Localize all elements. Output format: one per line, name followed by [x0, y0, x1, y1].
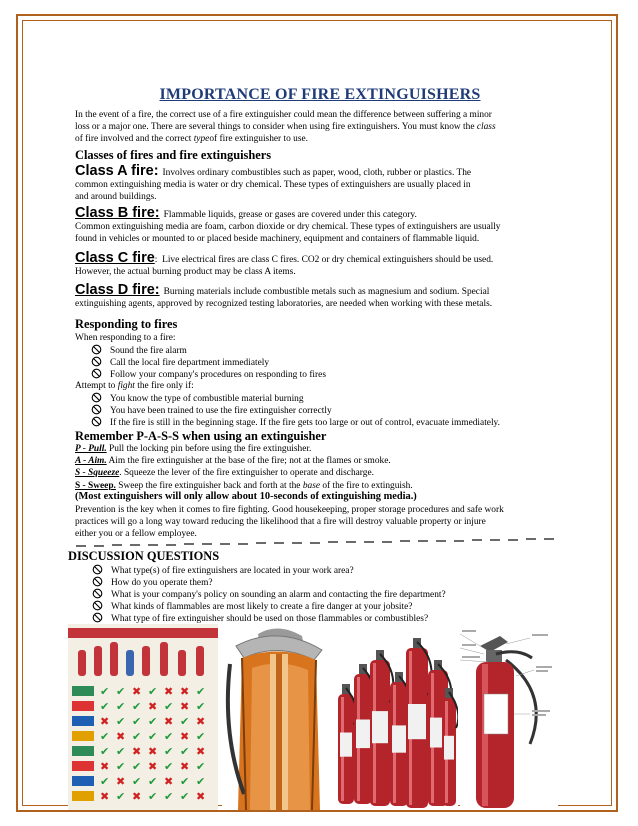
cross-icon: ✖ [148, 760, 158, 773]
check-icon: ✔ [148, 730, 158, 743]
class-c-heading: Class C fire [75, 250, 155, 266]
check-icon: ✔ [164, 760, 174, 773]
cross-icon: ✖ [180, 700, 190, 713]
extinguisher-cutaway-image [222, 624, 334, 810]
responding-step-item: Call the local fire department immediately [91, 356, 269, 368]
divider-dash [544, 538, 554, 540]
small-extinguisher-icon [110, 642, 118, 676]
cross-icon: ✖ [164, 715, 174, 728]
red-extinguisher-icon [338, 684, 357, 804]
class-a-section [75, 165, 565, 204]
check-icon: ✔ [132, 760, 142, 773]
pass-note: (Most extinguishers will only allow about 10-seconds of extinguishing media.) [75, 491, 417, 502]
cross-icon: ✖ [100, 715, 110, 728]
pass-pull: P - Pull. Pull the locking pin before using the fire extinguisher. [75, 444, 312, 454]
small-extinguisher-icon [196, 646, 204, 676]
check-icon: ✔ [164, 730, 174, 743]
divider-dash [166, 544, 176, 546]
prohibited-icon [92, 600, 103, 611]
check-icon: ✔ [180, 745, 190, 758]
divider-dash [310, 542, 320, 544]
discussion-question-item: What kinds of flammables are most likely to create a fire danger at your jobsite? [92, 600, 412, 612]
prevention-paragraph: Prevention is the key when it comes to fire fighting. Good housekeeping, proper storage procedures and safe work practices will go a long way toward reducing the likelihood that a fire will destroy valuable property or injure either you or a fellow employee. [75, 505, 504, 540]
prohibited-icon [92, 588, 103, 599]
discussion-question-item: What type of fire extinguisher should be used on those flammables or combustibles? [92, 612, 428, 624]
class-b-desc: Flammable liquids, grease or gases are covered under this category. [163, 210, 417, 220]
condition-item: You know the type of combustible material burning [91, 392, 304, 404]
check-icon: ✔ [164, 700, 174, 713]
discussion-heading: DISCUSSION QUESTIONS [68, 549, 220, 563]
cross-icon: ✖ [196, 790, 206, 803]
discussion-question-item: What type(s) of fire extinguishers are located in your work area? [92, 564, 354, 576]
responding-intro: When responding to a fire: [75, 333, 176, 343]
check-icon: ✔ [196, 775, 206, 788]
cross-icon: ✖ [148, 745, 158, 758]
intro-line-2: loss or a major one. There are several things to consider when using fire extinguishers. You must know the class [75, 122, 496, 133]
pass-aim: A - Aim. Aim the fire extinguisher at the base of the fire; not at the flames or smoke. [75, 456, 391, 467]
class-d-desc: Burning materials include combustible metals such as magnesium and sodium. Special [163, 287, 490, 297]
cross-icon: ✖ [180, 685, 190, 698]
labeled-extinguisher-diagram-image [460, 624, 558, 810]
class-b-line-2: Common extinguishing media are foam, carbon dioxide or dry chemical. These types of extinguishers are usually [75, 222, 501, 233]
red-extinguisher-icon [442, 688, 458, 806]
small-extinguisher-icon [78, 650, 86, 676]
check-icon: ✔ [164, 745, 174, 758]
check-icon: ✔ [196, 730, 206, 743]
cross-icon: ✖ [100, 760, 110, 773]
red-extinguisher-icon [406, 638, 432, 808]
check-icon: ✔ [100, 700, 110, 713]
class-c-desc: Live electrical fires are class C fires. CO2 or dry chemical extinguishers should be used. [162, 255, 494, 265]
check-icon: ✔ [100, 745, 110, 758]
class-d-line-2: extinguishing agents, approved by recognized testing laboratories, are needed when working with these metals. [75, 299, 493, 310]
check-icon: ✔ [116, 685, 126, 698]
divider-dash [346, 541, 356, 543]
divider-dash [472, 539, 482, 541]
check-icon: ✔ [148, 715, 158, 728]
prohibited-icon [91, 344, 102, 355]
responding-step-item: Follow your company's procedures on responding to fires [91, 368, 326, 380]
small-extinguisher-icon [178, 650, 186, 676]
check-icon: ✔ [132, 715, 142, 728]
divider-dash [112, 544, 122, 546]
small-extinguisher-icon [94, 646, 102, 676]
cross-icon: ✖ [180, 760, 190, 773]
prohibited-icon [91, 416, 102, 427]
pass-steps [75, 443, 565, 492]
pass-squeeze: S - Squeeze. Squeeze the lever of the fire extinguisher to operate and discharge. [75, 468, 374, 479]
divider-dash [220, 543, 230, 545]
check-icon: ✔ [148, 790, 158, 803]
divider-dash [76, 545, 86, 547]
divider-dash [184, 543, 194, 545]
extinguisher-chart-image [68, 624, 218, 810]
responding-step-item: Sound the fire alarm [91, 344, 187, 356]
cross-icon: ✖ [132, 685, 142, 698]
cross-icon: ✖ [116, 730, 126, 743]
class-b-line-3: found in vehicles or mounted to or placed beside machinery, equipment and containers of flammable liquid. [75, 234, 480, 245]
class-a-heading: Class A fire: [75, 163, 159, 179]
divider-dash [382, 541, 392, 543]
divider-dash [364, 541, 374, 543]
divider-dash [256, 542, 266, 544]
check-icon: ✔ [116, 790, 126, 803]
class-a-line-2: common extinguishing media is water or dry chemical. These types of extinguishers are usually placed in [75, 180, 471, 191]
check-icon: ✔ [116, 745, 126, 758]
classes-heading: Classes of fires and fire extinguishers [75, 148, 272, 162]
prohibited-icon [91, 368, 102, 379]
check-icon: ✔ [132, 775, 142, 788]
check-icon: ✔ [116, 715, 126, 728]
class-c-line-2: However, the actual burning product may be class A items. [75, 267, 296, 278]
intro-line-1: In the event of a fire, the correct use of a fire extinguisher could mean the difference between suffering a minor [75, 110, 492, 120]
cross-icon: ✖ [132, 790, 142, 803]
check-icon: ✔ [196, 700, 206, 713]
divider-dash [400, 540, 410, 542]
cross-icon: ✖ [148, 700, 158, 713]
divider-dash [274, 542, 284, 544]
red-extinguisher-icon [370, 650, 393, 806]
divider-dash [328, 541, 338, 543]
divider-dash [130, 544, 140, 546]
prohibited-icon [91, 404, 102, 415]
condition-item: You have been trained to use the fire extinguisher correctly [91, 404, 332, 416]
check-icon: ✔ [148, 775, 158, 788]
class-c-section: Class C fire: Live electrical fires are class C fires. CO2 or dry chemical extinguishers should be used. However, the actual burning product may be class A items. [75, 252, 565, 278]
divider-dash [490, 539, 500, 541]
discussion-question-item: What is your company's policy on sounding an alarm and contacting the fire department? [92, 588, 446, 600]
class-d-heading: Class D fire: [75, 282, 160, 298]
divider-dash [436, 540, 446, 542]
check-icon: ✔ [180, 775, 190, 788]
class-b-section [75, 207, 565, 246]
cross-icon: ✖ [164, 775, 174, 788]
divider-dash [94, 545, 104, 547]
condition-item: If the fire is still in the beginning stage. If the fire gets too large or out of control, evacuate immediately. [91, 416, 500, 428]
prohibited-icon [91, 392, 102, 403]
check-icon: ✔ [100, 685, 110, 698]
cross-icon: ✖ [100, 790, 110, 803]
intro-paragraph [75, 109, 565, 146]
red-extinguishers-group-image [334, 624, 458, 810]
cross-icon: ✖ [196, 715, 206, 728]
divider-dash [292, 542, 302, 544]
check-icon: ✔ [100, 730, 110, 743]
divider-dash [238, 543, 248, 545]
responding-heading: Responding to fires [75, 317, 178, 331]
discussion-question-item: How do you operate them? [92, 576, 213, 588]
check-icon: ✔ [116, 700, 126, 713]
class-d-section [75, 284, 565, 310]
cross-icon: ✖ [196, 745, 206, 758]
check-icon: ✔ [164, 790, 174, 803]
small-extinguisher-icon [160, 642, 168, 676]
check-icon: ✔ [180, 715, 190, 728]
cross-icon: ✖ [116, 775, 126, 788]
class-a-line-3: and around buildings. [75, 192, 157, 203]
check-icon: ✔ [148, 685, 158, 698]
divider-dash [418, 540, 428, 542]
divider-dash [454, 540, 464, 542]
divider-dash [508, 539, 518, 541]
prohibited-icon [92, 576, 103, 587]
check-icon: ✔ [180, 790, 190, 803]
divider-dash [526, 538, 536, 540]
check-icon: ✔ [132, 730, 142, 743]
check-icon: ✔ [196, 760, 206, 773]
cross-icon: ✖ [180, 730, 190, 743]
prohibited-icon [91, 356, 102, 367]
check-icon: ✔ [100, 775, 110, 788]
pass-sweep: S - Sweep. Sweep the fire extinguisher back and forth at the base of the fire to extinguish. [75, 480, 413, 491]
check-icon: ✔ [196, 685, 206, 698]
prohibited-icon [92, 612, 103, 623]
cross-icon: ✖ [132, 745, 142, 758]
class-b-heading: Class B fire: [75, 205, 160, 221]
check-icon: ✔ [132, 700, 142, 713]
divider-dash [202, 543, 212, 545]
attempt-line: Attempt to fight the fire only if: [75, 381, 194, 391]
small-extinguisher-icon [126, 650, 134, 676]
page-title: IMPORTANCE OF FIRE EXTINGUISHERS [159, 86, 481, 103]
class-a-desc: Involves ordinary combustibles such as paper, wood, cloth, rubber or plastics. The [162, 168, 472, 178]
cross-icon: ✖ [164, 685, 174, 698]
prohibited-icon [92, 564, 103, 575]
check-icon: ✔ [116, 760, 126, 773]
divider-dash [148, 544, 158, 546]
intro-line-3: of fire involved and the correct typeof fire extinguisher to use. [75, 134, 308, 145]
small-extinguisher-icon [142, 646, 150, 676]
pass-heading: Remember P-A-S-S when using an extinguisher [75, 429, 327, 443]
